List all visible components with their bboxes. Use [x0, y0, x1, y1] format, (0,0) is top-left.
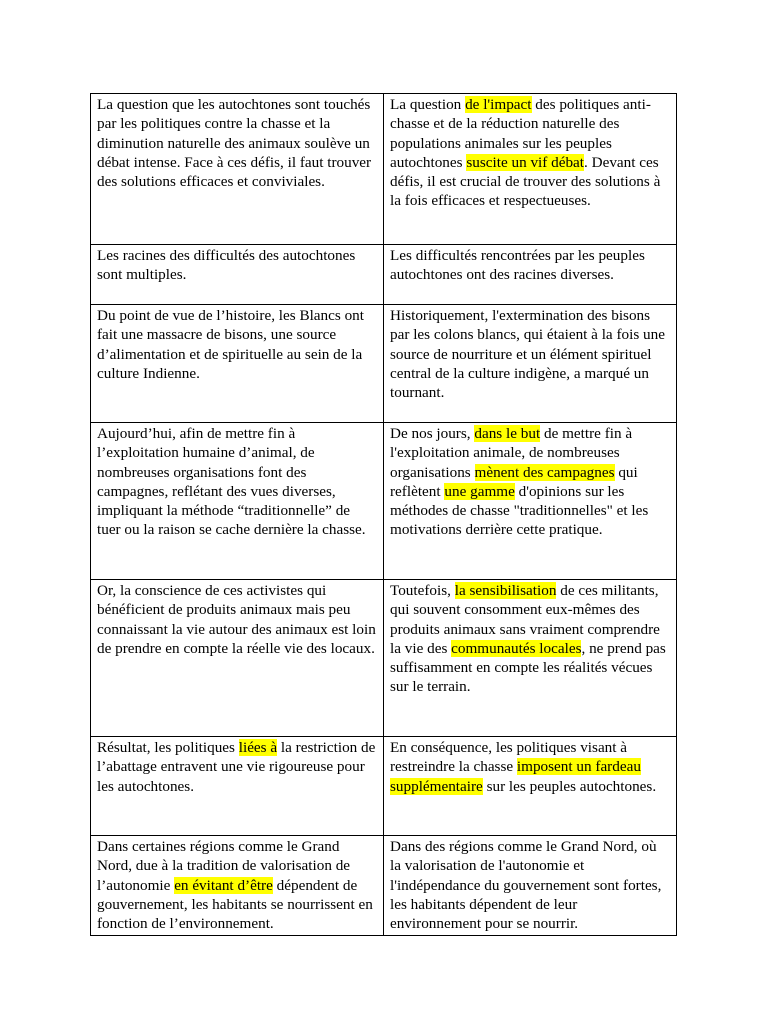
text-segment: sur les peuples autochtones. [482, 777, 657, 795]
text-segment: dépendent de gouvernement, les habitants se nourrissent en fonction de l’environnement. [97, 876, 373, 933]
text-segment: de ces militants, qui souvent consomment eux-mêmes des produits animaux sans vraiment comprendre la vie des [390, 582, 660, 657]
table-row [91, 836, 677, 936]
highlighted-phrase: une gamme [444, 482, 515, 500]
text-segment: , ne prend pas suffisamment en compte les réalités vécues sur le terrain. [390, 639, 666, 696]
original-text-cell [91, 305, 384, 423]
highlighted-phrase: mènent des campagnes [474, 463, 615, 481]
table-row [91, 580, 677, 737]
highlighted-phrase: liées à [238, 739, 278, 756]
original-text-cell [91, 836, 384, 936]
revised-paragraph [390, 306, 670, 402]
text-segment: qui reflètent [390, 463, 638, 500]
table-row [91, 305, 677, 423]
text-segment: Or, la conscience de ces activistes qui bénéficient de produits animaux mais peu connaissant la vie autour des animaux est loin de prendre en compte la réelle vie des locaux. [97, 582, 376, 657]
text-segment: Du point de vue de l’histoire, les Blancs ont fait une massacre de bisons, une source d’alimentation et de spirituelle au sein de la culture Indienne. [97, 307, 364, 382]
text-segment: la restriction de l’abattage entravent une vie rigoureuse pour les autochtones. [97, 739, 376, 795]
original-paragraph [97, 246, 377, 285]
revised-text-cell [384, 423, 677, 580]
text-segment: La question [390, 96, 466, 113]
original-text-cell [91, 94, 384, 245]
text-segment: Historiquement, l'extermination des bisons par les colons blancs, qui étaient à la fois une source de nourriture et un élément spirituel central de la culture indigène, a marqué un tournant. [390, 307, 665, 402]
text-segment: Toutefois, [390, 582, 455, 599]
text-segment: Résultat, les politiques [97, 739, 239, 756]
highlighted-phrase: de l'impact [465, 96, 532, 113]
highlighted-phrase: dans le but [474, 425, 541, 442]
revised-paragraph [390, 581, 670, 697]
original-text-cell [91, 737, 384, 836]
revised-paragraph [390, 738, 670, 796]
original-text-cell [91, 580, 384, 737]
revised-paragraph [390, 837, 670, 933]
text-segment: Les racines des difficultés des autochtones sont multiples. [97, 247, 356, 284]
revised-paragraph [390, 246, 670, 285]
original-paragraph [97, 581, 377, 658]
text-segment: . Devant ces défis, il est crucial de trouver des solutions à la fois efficaces et respectueuses. [390, 153, 661, 210]
revised-text-cell [384, 94, 677, 245]
table-row [91, 423, 677, 580]
comparison-table [90, 93, 677, 936]
text-segment: Dans des régions comme le Grand Nord, où la valorisation de l'autonomie et l'indépendance du gouvernement sont fortes, les habitants dépendent de leur environnement pour se nourrir. [390, 838, 662, 933]
text-segment: de mettre fin à l'exploitation animale, de nombreuses organisations [390, 425, 633, 481]
text-segment: Les difficultés rencontrées par les peuples autochtones ont des racines diverses. [390, 247, 645, 284]
comparison-table-body [91, 94, 677, 936]
text-segment: En conséquence, les politiques visant à restreindre la chasse [390, 739, 628, 776]
highlighted-phrase: imposent un fardeau supplémentaire [390, 758, 641, 795]
revised-text-cell [384, 305, 677, 423]
highlighted-phrase: la sensibilisation [454, 582, 557, 599]
original-paragraph [97, 837, 377, 933]
original-paragraph [97, 95, 377, 191]
text-segment: De nos jours, [390, 425, 475, 442]
revised-text-cell [384, 836, 677, 936]
revised-text-cell [384, 245, 677, 305]
original-paragraph [97, 306, 377, 383]
revised-text-cell [384, 737, 677, 836]
text-segment: La question que les autochtones sont touchés par les politiques contre la chasse et la diminution naturelle des animaux soulève un débat intense. Face à ces défis, il faut trouver des solutions efficaces et conviviales. [97, 96, 372, 191]
highlighted-phrase: en évitant d’être [174, 876, 273, 894]
revised-paragraph [390, 95, 670, 211]
table-row [91, 737, 677, 836]
text-segment: des politiques anti-chasse et de la réduction naturelle des populations animales sur les peuples autochtones [390, 96, 651, 171]
highlighted-phrase: suscite un vif débat [466, 153, 585, 171]
highlighted-phrase: communautés locales [451, 639, 582, 657]
table-row [91, 245, 677, 305]
original-text-cell [91, 423, 384, 580]
text-segment: d'opinions sur les méthodes de chasse "traditionnelles" et les motivations derrière cette pratique. [390, 482, 649, 539]
text-segment: Dans certaines régions comme le Grand Nord, due à la tradition de valorisation de l’autonomie [97, 838, 351, 894]
text-segment: Aujourd’hui, afin de mettre fin à l’exploitation humaine d’animal, de nombreuses organisations font des campagnes, reflétant des vues diverses, impliquant la méthode “traditionnelle” de tuer ou la raison se cache dernière la chasse. [97, 425, 366, 539]
original-paragraph [97, 738, 377, 796]
revised-text-cell [384, 580, 677, 737]
original-text-cell [91, 245, 384, 305]
original-paragraph [97, 424, 377, 540]
table-row [91, 94, 677, 245]
revised-paragraph [390, 424, 670, 540]
